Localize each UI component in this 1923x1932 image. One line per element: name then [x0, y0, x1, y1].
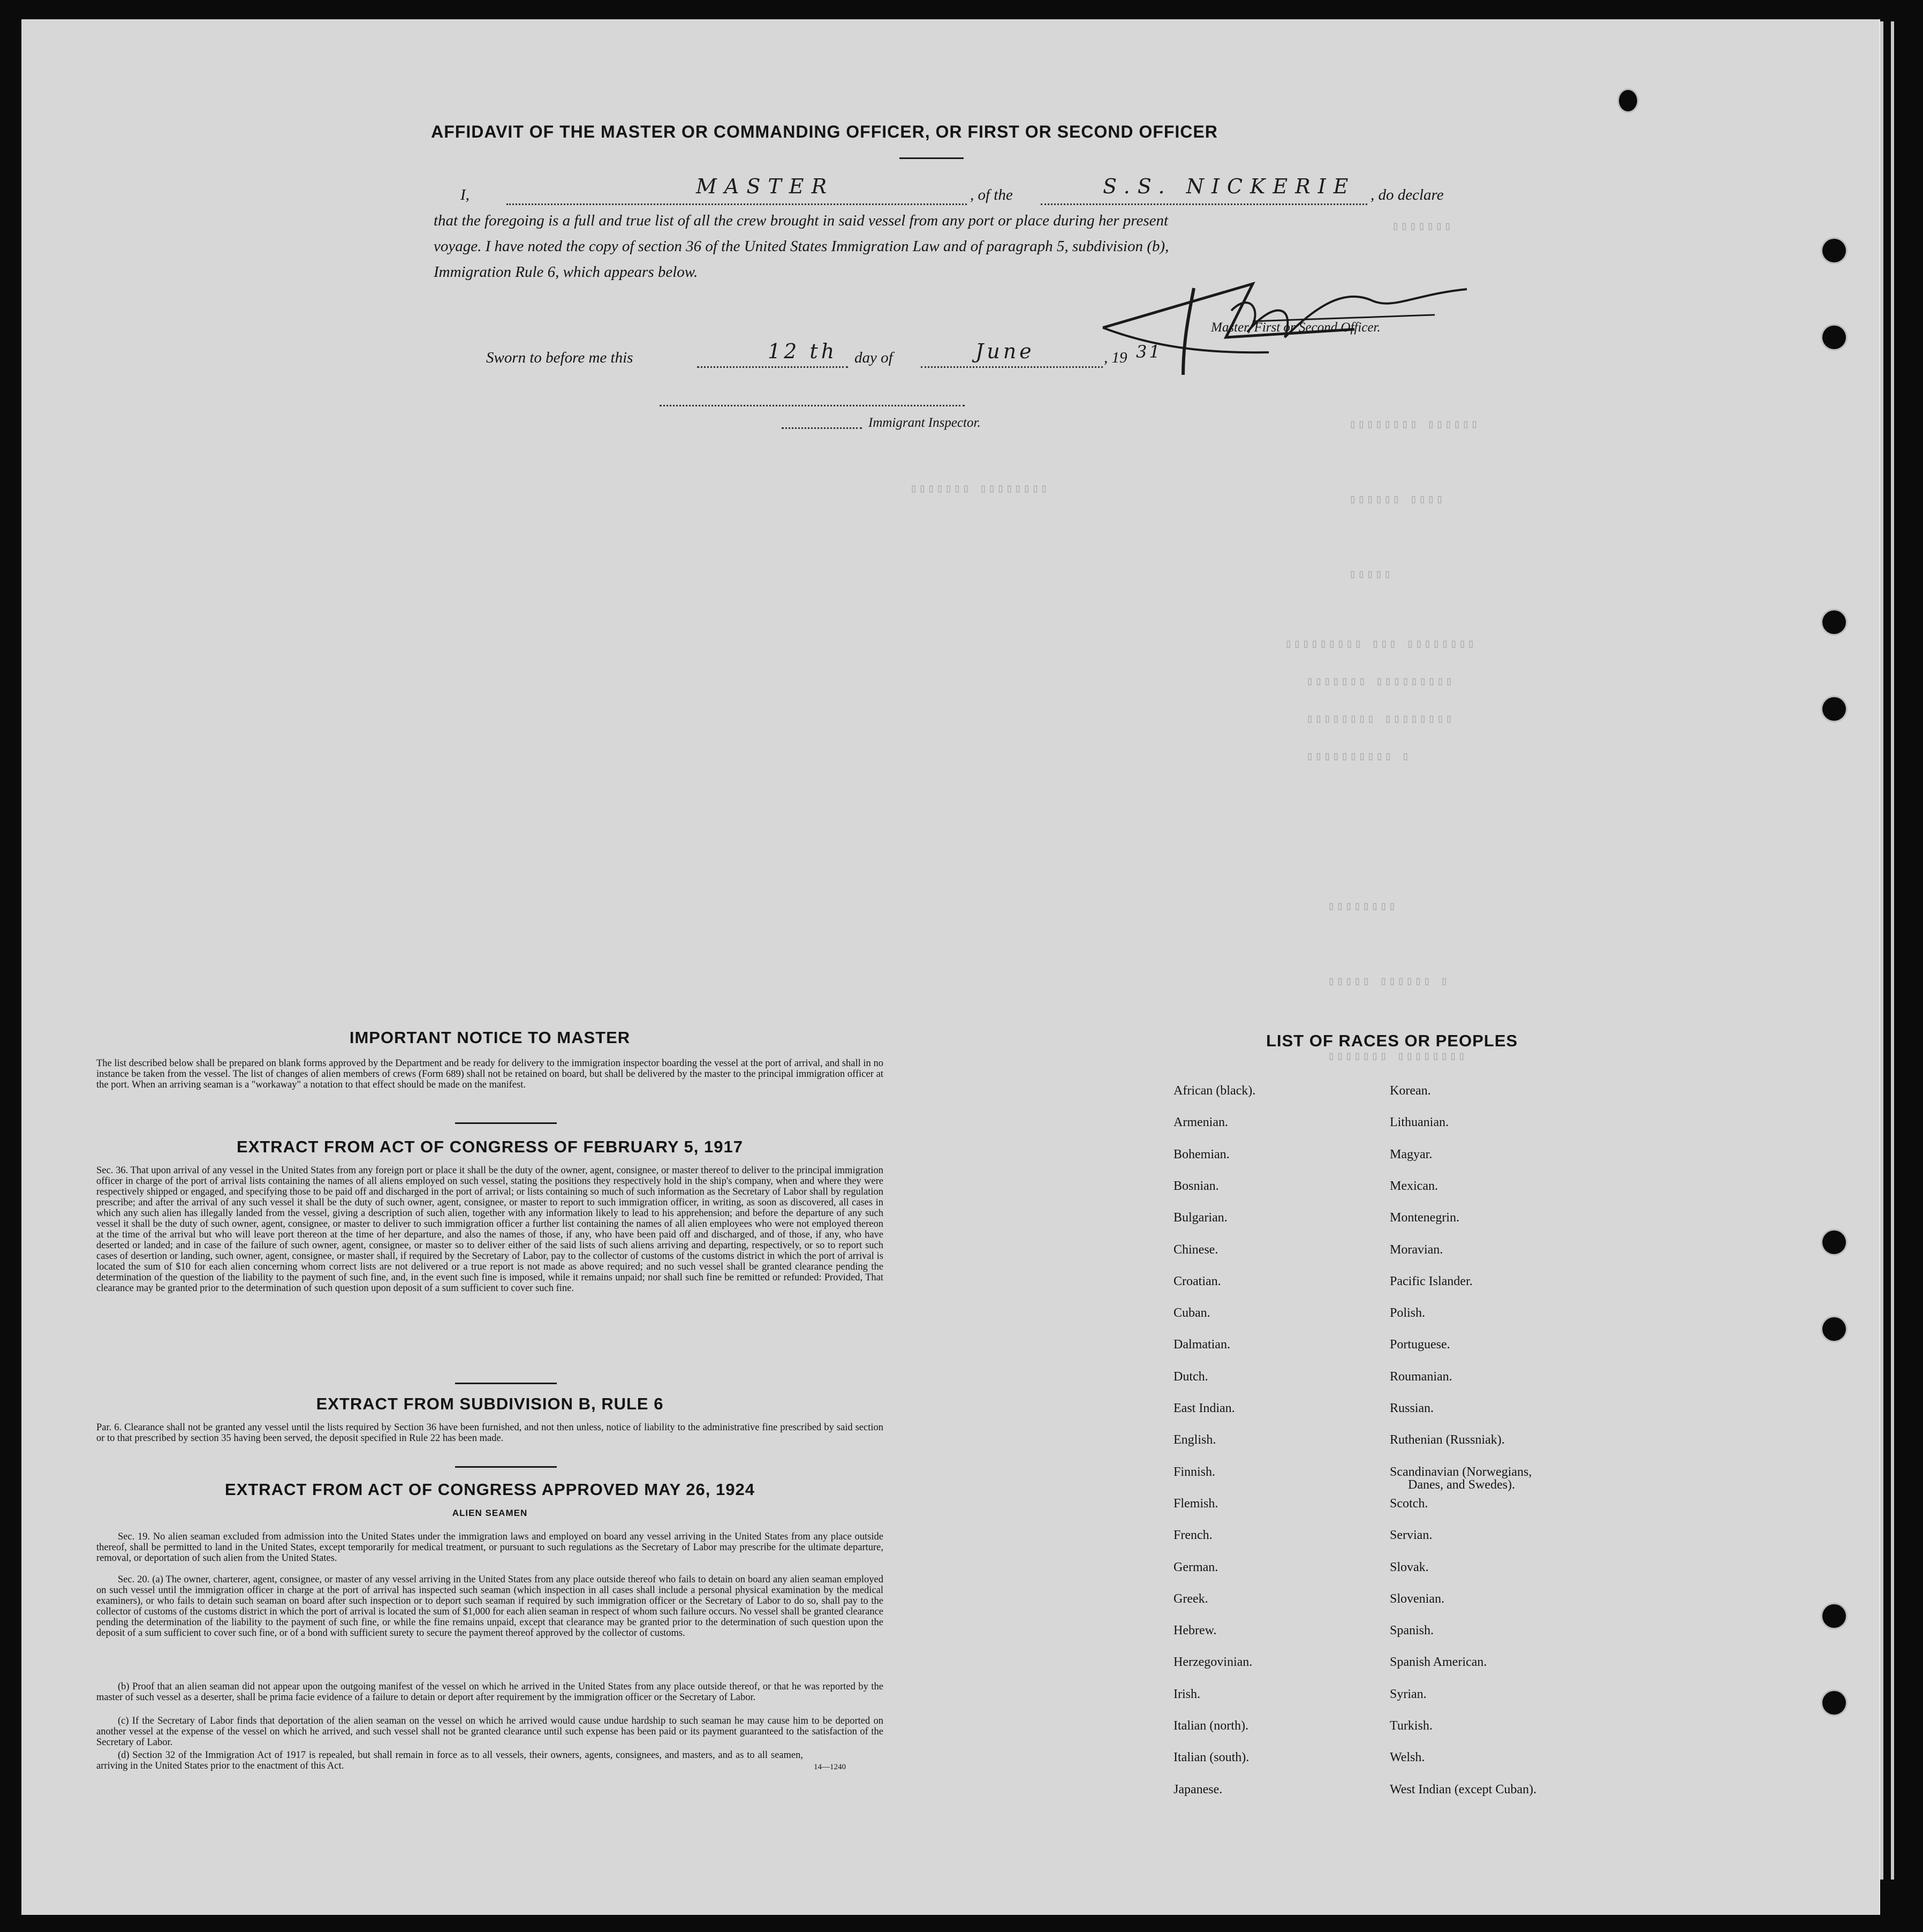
- rule-6-title: EXTRACT FROM SUBDIVISION B, RULE 6: [316, 1394, 664, 1413]
- race-item: Danes, and Swedes).: [1408, 1477, 1515, 1492]
- race-item: Armenian.: [1174, 1115, 1228, 1130]
- divider: [455, 1122, 557, 1124]
- inspector-fill-line: [782, 427, 862, 429]
- race-item: Finnish.: [1174, 1465, 1216, 1479]
- punch-hole: [1822, 326, 1846, 349]
- punch-hole: [1822, 1317, 1846, 1341]
- race-item: Pacific Islander.: [1390, 1274, 1473, 1288]
- divider: [455, 1383, 557, 1384]
- race-item: Dutch.: [1174, 1369, 1208, 1384]
- race-item: Ruthenian (Russniak).: [1390, 1433, 1505, 1447]
- race-item: African (black).: [1174, 1084, 1256, 1098]
- master-name-handwritten: MASTER: [696, 175, 835, 198]
- race-item: Slovenian.: [1390, 1591, 1444, 1606]
- race-item: Scandinavian (Norwegians,: [1390, 1465, 1532, 1479]
- race-item: Welsh.: [1390, 1750, 1425, 1765]
- race-item: Japanese.: [1174, 1782, 1223, 1797]
- race-item: Portuguese.: [1390, 1338, 1450, 1352]
- punch-hole: [1822, 1604, 1846, 1628]
- affidavit-do-declare: , do declare: [1371, 186, 1444, 203]
- year-handwritten: 31: [1136, 342, 1162, 362]
- race-item: Servian.: [1390, 1528, 1433, 1543]
- sec-20c-text: (c) If the Secretary of Labor finds that deportation of the alien seaman on the vessel on which he arrived would cause undue hardship to such seaman he may cause him to be deported on another vessel at the expense of the vessel on which he arrived, and such vessel shall not be granted clearance until such expense has been paid or its payment guaranteed to the satisfaction of the Secretary of Labor.: [96, 1716, 883, 1748]
- sec-19-text: Sec. 19. No alien seaman excluded from admission into the United States under the immigration laws and employed on board any vessel arriving in the United States from any place outside thereof, shall be permitted to land in the United States, except temporarily for medical treatment, or pursuant to such regulations as the Secretary of Labor may prescribe for the ultimate departure, removal, or deportation of such alien from the United States.: [96, 1531, 883, 1564]
- punch-hole: [1822, 239, 1846, 262]
- races-title: LIST OF RACES OR PEOPLES: [1266, 1031, 1518, 1050]
- rule-6-body: Par. 6. Clearance shall not be granted any vessel until the lists required by Section 36 have been furnished, and not then unless, notice of liability to the administrative fine prescribed by said section or to that prescribed by section 35 having been served, the deposit specified in Rule 22 has been made.: [96, 1422, 883, 1444]
- race-item: Russian.: [1390, 1401, 1434, 1415]
- day-of-label: day of: [854, 349, 893, 366]
- vessel-name-handwritten: S.S. NICKERIE: [1103, 175, 1356, 198]
- affidavit-line-2: that the foregoing is a full and true list of all the crew brought in said vessel from any port or place during her present: [434, 212, 1169, 229]
- race-item: Magyar.: [1390, 1147, 1433, 1161]
- race-item: Bulgarian.: [1174, 1211, 1228, 1225]
- day-fill-line: [697, 366, 848, 368]
- affidavit-of-the: , of the: [970, 186, 1013, 203]
- affidavit-line-4: Immigration Rule 6, which appears below.: [434, 263, 698, 281]
- day-handwritten: 12 th: [768, 339, 838, 363]
- punch-hole: [1822, 610, 1846, 634]
- extract-1924-subtitle: ALIEN SEAMEN: [452, 1508, 528, 1518]
- race-item: Spanish American.: [1390, 1655, 1487, 1670]
- punch-hole: [1822, 1691, 1846, 1715]
- affidavit-i-label: I,: [460, 186, 470, 203]
- race-item: Moravian.: [1390, 1242, 1443, 1257]
- race-item: Mexican.: [1390, 1179, 1438, 1193]
- race-item: Montenegrin.: [1390, 1211, 1459, 1225]
- race-item: Bohemian.: [1174, 1147, 1230, 1161]
- race-item: East Indian.: [1174, 1401, 1235, 1415]
- race-item: Greek.: [1174, 1591, 1208, 1606]
- month-fill-line: [921, 366, 1103, 368]
- affidavit-line-3: voyage. I have noted the copy of section 36 of the United States Immigration Law and of paragraph 5, subdivision (b),: [434, 238, 1169, 255]
- race-item: Polish.: [1390, 1306, 1426, 1320]
- race-item: Slovak.: [1390, 1560, 1429, 1574]
- race-item: Roumanian.: [1390, 1369, 1452, 1384]
- inspector-signature-line: [660, 405, 965, 406]
- sec-20b-text: (b) Proof that an alien seaman did not appear upon the outgoing manifest of the vessel on which he arrived in the United States from any place outside thereof, or that he was reported by the master of such vessel as a deserter, shall be prima facie evidence of a failure to detain or deport after requirement by the immigration officer or the Secretary of Labor.: [96, 1681, 883, 1703]
- race-item: Dalmatian.: [1174, 1338, 1230, 1352]
- extract-1917-title: EXTRACT FROM ACT OF CONGRESS OF FEBRUARY 5, 1917: [237, 1137, 743, 1156]
- affidavit-title: AFFIDAVIT OF THE MASTER OR COMMANDING OFFICER, OR FIRST OR SECOND OFFICER: [431, 122, 1218, 141]
- race-item: Herzegovinian.: [1174, 1655, 1253, 1670]
- notice-title: IMPORTANT NOTICE TO MASTER: [349, 1028, 631, 1047]
- extract-1924-title: EXTRACT FROM ACT OF CONGRESS APPROVED MAY 26, 1924: [225, 1480, 755, 1499]
- race-item: Syrian.: [1390, 1687, 1427, 1701]
- page-edge: [1891, 21, 1894, 1880]
- race-item: Cuban.: [1174, 1306, 1210, 1320]
- divider: [455, 1466, 557, 1468]
- name-fill-line: [506, 203, 967, 205]
- race-item: Flemish.: [1174, 1496, 1218, 1511]
- race-item: West Indian (except Cuban).: [1390, 1782, 1536, 1797]
- race-item: Lithuanian.: [1390, 1115, 1449, 1130]
- race-item: Italian (south).: [1174, 1750, 1250, 1765]
- divider: [899, 157, 964, 159]
- race-item: German.: [1174, 1560, 1218, 1574]
- race-item: English.: [1174, 1433, 1216, 1447]
- race-item: Korean.: [1390, 1084, 1431, 1098]
- ink-blot: [1619, 90, 1637, 111]
- vessel-fill-line: [1041, 203, 1367, 205]
- race-item: Croatian.: [1174, 1274, 1221, 1288]
- race-item: Turkish.: [1390, 1719, 1433, 1733]
- race-item: Scotch.: [1390, 1496, 1428, 1511]
- year-prefix: , 19: [1104, 349, 1127, 366]
- sworn-label: Sworn to before me this: [486, 349, 633, 366]
- race-item: Chinese.: [1174, 1242, 1218, 1257]
- punch-hole: [1822, 697, 1846, 721]
- inspector-label: Immigrant Inspector.: [868, 416, 981, 430]
- race-item: Italian (north).: [1174, 1719, 1248, 1733]
- race-item: Spanish.: [1390, 1624, 1434, 1638]
- signature-caption: Master, First or Second Officer.: [1211, 320, 1381, 335]
- extract-1917-body: Sec. 36. That upon arrival of any vessel in the United States from any foreign port or place it shall be the duty of the owner, agent, consignee, or master thereof to deliver to the principal immigration officer in charge of the port of arrival lists containing the names of all aliens employed on such vessel, stating the positions they respectively hold in the ship's company, when and where they were respectively shipped or engaged, and specifying those to be paid off and discharged in the port of arrival; or lists containing so much of such information as the Secretary of Labor shall by regulation prescribe; and after the arrival of any such vessel it shall be the duty of such owner, agent, consignee, or master to report to such immigration officer, in writing, as soon as discovered, all cases in which any such alien has illegally landed from the vessel, giving a description of such alien, together with any information likely to lead to his apprehension; and before the departure of any such vessel it shall be the duty of such owner, agent, consignee, or master to deliver to such immigration officer a further list containing the names of all alien employees who were not employed thereon at the time of the arrival but who will leave port thereon at the time of her departure, and also the names of those, if any, who have been paid off and discharged, and of those, if any, who have deserted or landed; and in case of the failure of such owner, agent, consignee, or master so to deliver either of the said lists of such aliens arriving and departing, respectively, or so to report such cases of desertion or landing, such owner, agent, consignee, or master shall, if required by the Secretary of Labor, pay to the collector of customs of the customs district in which the port of arrival is located the sum of $10 for each alien concerning whom correct lists are not delivered or a true report is not made as above required; and no such vessel shall be granted clearance pending the determination of the question of the liability to the payment of such fine, and, in the event such fine is imposed, while it remains unpaid; nor shall such fine be remitted or refunded: Provided, That clearance may be granted prior to the determination of such question upon deposit of a sum sufficient to cover such fine.: [96, 1165, 883, 1294]
- sec-20a-text: Sec. 20. (a) The owner, charterer, agent, consignee, or master of any vessel arriving in the United States from any place outside thereof who fails to detain on board any alien seaman employed on such vessel until the immigration officer in charge at the port of arrival has inspected such seaman (which inspection in all cases shall include a personal physical examination by the medical examiners), or who fails to detain such seaman on board after such inspection or to deport such seaman if required by such immigration officer or the Secretary of Labor to do so, shall pay to the collector of customs of the customs district in which the port of arrival is located the sum of $1,000 for each alien seaman in respect of whom such failure occurs. No vessel shall be granted clearance pending the determination of the liability to the payment of such fine, or while the fine remains unpaid, except that clearance may be granted prior to the determination of such question upon the deposit of a sum sufficient to cover such fine, or of a bond with sufficient surety to secure the payment thereof approved by the collector of customs.: [96, 1574, 883, 1639]
- form-number: 14—1240: [814, 1763, 846, 1771]
- punch-hole: [1822, 1231, 1846, 1254]
- page-edge: [1880, 21, 1883, 1880]
- race-item: Bosnian.: [1174, 1179, 1219, 1193]
- notice-body: The list described below shall be prepared on blank forms approved by the Department and be ready for delivery to the immigration inspector boarding the vessel at the port of arrival, and shall in no instance be taken from the vessel. The list of changes of alien members of crews (Form 689) shall not be retained on board, but shall be delivered by the master to the principal immigration officer at the port. When an arriving seaman is a "workaway" a notation to that effect should be made on the manifest.: [96, 1058, 883, 1090]
- month-handwritten: June: [975, 339, 1035, 363]
- race-item: French.: [1174, 1528, 1213, 1543]
- race-item: Irish.: [1174, 1687, 1200, 1701]
- sec-20d-text: (d) Section 32 of the Immigration Act of 1917 is repealed, but shall remain in force as to all vessels, their owners, agents, consignees, and masters, and as to all seamen, arriving in the United States prior to the enactment of this Act.: [96, 1750, 803, 1771]
- race-item: Hebrew.: [1174, 1624, 1217, 1638]
